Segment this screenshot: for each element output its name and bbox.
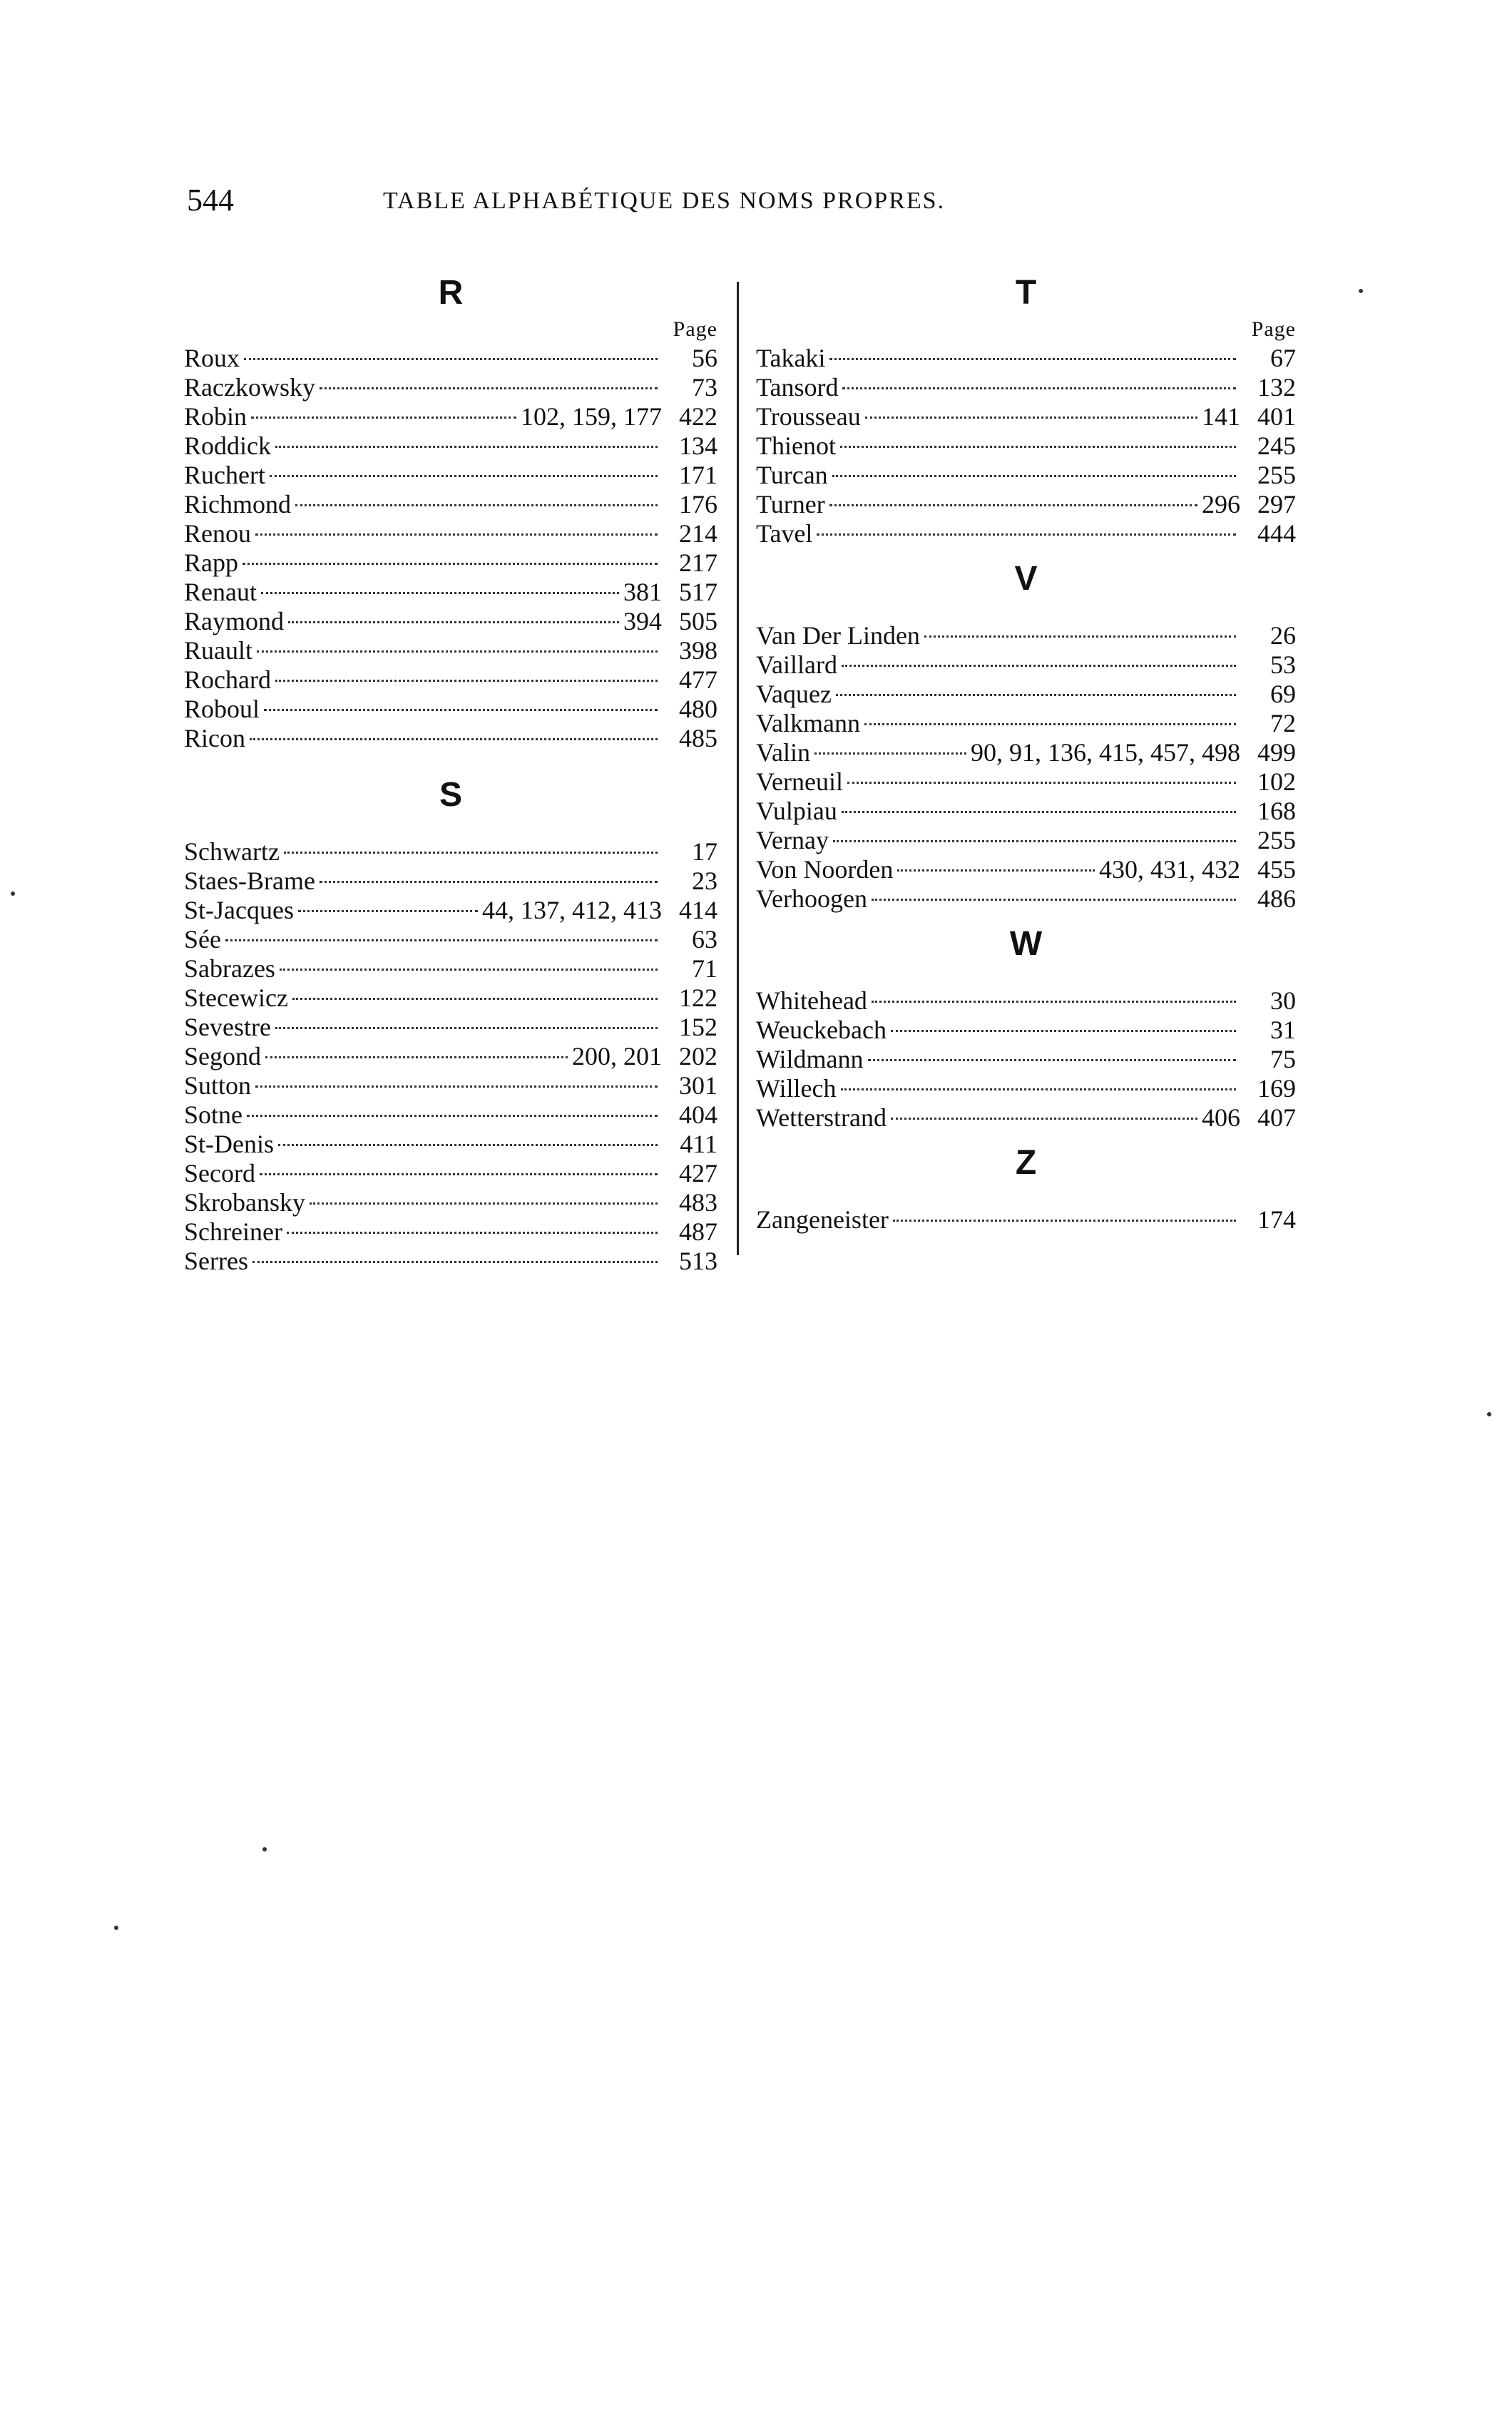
entry-name: Roddick bbox=[184, 431, 271, 460]
index-entry bbox=[184, 461, 717, 490]
entry-page-number: 134 bbox=[679, 431, 717, 460]
dot-leader bbox=[836, 694, 1236, 696]
dot-leader bbox=[840, 446, 1236, 448]
entry-page-number: 17 bbox=[692, 837, 717, 866]
entry-page-number: 202 bbox=[679, 1042, 717, 1071]
entry-name: Segond bbox=[184, 1042, 261, 1071]
index-entry bbox=[184, 983, 717, 1013]
entry-name: Sutton bbox=[184, 1071, 252, 1100]
entry-name: Roux bbox=[184, 344, 240, 372]
entry-page-number: 407 bbox=[1257, 1103, 1296, 1132]
index-entry bbox=[184, 1100, 717, 1130]
dot-leader bbox=[842, 665, 1236, 667]
entry-name: Sotne bbox=[184, 1100, 243, 1129]
dot-leader bbox=[829, 358, 1236, 360]
entry-page-number: 245 bbox=[1257, 431, 1296, 460]
dot-leader bbox=[278, 1144, 658, 1146]
index-entry bbox=[184, 1188, 717, 1217]
entry-name: Sevestre bbox=[184, 1013, 271, 1041]
entry-page-number: 422 bbox=[679, 402, 717, 431]
index-entry bbox=[184, 837, 717, 867]
entry-name: Renaut bbox=[184, 578, 257, 606]
entry-name: Richmond bbox=[184, 490, 291, 518]
dot-leader bbox=[251, 417, 516, 419]
dot-leader bbox=[897, 869, 1095, 872]
entry-page-number: 297 bbox=[1257, 490, 1296, 518]
entry-name: Vernay bbox=[756, 826, 829, 854]
index-entry bbox=[184, 1130, 717, 1159]
index-entry bbox=[756, 738, 1296, 767]
index-entry bbox=[184, 607, 717, 636]
entry-page-refs: 296 bbox=[1202, 490, 1240, 518]
index-entry bbox=[756, 1103, 1296, 1133]
page-column-heading: Page bbox=[1251, 317, 1296, 341]
entry-name: Sabrazes bbox=[184, 954, 275, 983]
entry-page-number: 477 bbox=[679, 665, 717, 694]
entry-name: Van Der Linden bbox=[756, 621, 920, 650]
dot-leader bbox=[284, 852, 658, 854]
dot-leader bbox=[842, 387, 1236, 389]
page-column-heading: Page bbox=[673, 317, 717, 341]
entry-name: Stecewicz bbox=[184, 983, 288, 1012]
entry-page-number: 411 bbox=[680, 1130, 717, 1158]
index-entry bbox=[756, 402, 1296, 431]
entry-page-number: 401 bbox=[1257, 402, 1296, 431]
index-entry bbox=[184, 867, 717, 896]
section-letter: V bbox=[1014, 560, 1038, 598]
entry-name: Vaquez bbox=[756, 680, 832, 708]
dot-leader bbox=[280, 969, 658, 971]
index-column-right bbox=[756, 271, 1296, 1235]
dot-leader bbox=[320, 387, 658, 389]
section-letter: T bbox=[1015, 274, 1037, 312]
entry-page-number: 132 bbox=[1257, 373, 1296, 402]
index-entry bbox=[756, 826, 1296, 855]
entry-page-number: 31 bbox=[1270, 1016, 1296, 1044]
index-column-left bbox=[184, 271, 717, 1276]
dot-leader bbox=[288, 621, 619, 623]
entry-name: Vulpiau bbox=[756, 797, 837, 825]
index-entry bbox=[756, 373, 1296, 402]
dot-leader bbox=[247, 1115, 658, 1117]
entry-page-number: 176 bbox=[679, 490, 717, 518]
index-entry bbox=[184, 1013, 717, 1042]
entry-name: Secord bbox=[184, 1159, 255, 1187]
entry-name: Verneuil bbox=[756, 767, 843, 796]
print-speck bbox=[11, 891, 15, 896]
dot-leader bbox=[250, 738, 658, 740]
page-title: TABLE ALPHABÉTIQUE DES NOMS PROPRES. bbox=[383, 188, 946, 214]
entry-name: Verhoogen bbox=[756, 884, 867, 913]
entry-page-number: 499 bbox=[1257, 738, 1296, 767]
index-entry bbox=[184, 1217, 717, 1247]
dot-leader bbox=[255, 1085, 658, 1088]
entry-page-number: 505 bbox=[679, 607, 717, 635]
index-entry bbox=[184, 925, 717, 954]
dot-leader bbox=[252, 1261, 658, 1263]
index-entry bbox=[184, 636, 717, 665]
dot-leader bbox=[270, 475, 658, 477]
entry-page-number: 30 bbox=[1270, 986, 1296, 1015]
index-entry bbox=[184, 724, 717, 753]
dot-leader bbox=[257, 650, 658, 653]
index-entry bbox=[756, 490, 1296, 519]
index-entry bbox=[756, 855, 1296, 884]
dot-leader bbox=[832, 475, 1236, 477]
dot-leader bbox=[891, 1030, 1236, 1032]
entry-name: Weuckebach bbox=[756, 1016, 887, 1044]
entry-name: Ruchert bbox=[184, 461, 265, 489]
entry-page-number: 414 bbox=[679, 896, 717, 924]
entry-name: Whitehead bbox=[756, 986, 867, 1015]
index-section bbox=[184, 753, 717, 1276]
entry-page-refs: 90, 91, 136, 415, 457, 498 bbox=[971, 738, 1240, 767]
dot-leader bbox=[872, 899, 1236, 901]
entry-page-number: 23 bbox=[692, 867, 717, 895]
index-entry bbox=[184, 490, 717, 519]
entry-name: St-Denis bbox=[184, 1130, 274, 1158]
entry-page-refs: 200, 201 bbox=[572, 1042, 662, 1071]
dot-leader bbox=[841, 1088, 1237, 1090]
entry-page-number: 152 bbox=[679, 1013, 717, 1041]
entry-page-number: 398 bbox=[679, 636, 717, 665]
dot-leader bbox=[292, 998, 658, 1000]
entry-name: Takaki bbox=[756, 344, 826, 372]
entry-name: Roboul bbox=[184, 695, 260, 723]
entry-page-refs: 102, 159, 177 bbox=[521, 402, 662, 431]
entry-name: Tavel bbox=[756, 519, 813, 548]
entry-name: Thienot bbox=[756, 431, 836, 460]
entry-name: Von Noorden bbox=[756, 855, 894, 884]
entry-page-number: 171 bbox=[679, 461, 717, 489]
dot-leader bbox=[310, 1202, 658, 1205]
index-entry bbox=[756, 767, 1296, 797]
entry-name: Raczkowsky bbox=[184, 373, 315, 402]
entry-name: Renou bbox=[184, 519, 251, 548]
index-entry bbox=[756, 709, 1296, 738]
page-header bbox=[187, 182, 1114, 225]
entry-name: Turcan bbox=[756, 461, 828, 489]
entry-page-number: 26 bbox=[1270, 621, 1296, 650]
index-entry bbox=[756, 986, 1296, 1016]
index-entry bbox=[756, 680, 1296, 709]
entry-page-number: 427 bbox=[679, 1159, 717, 1187]
section-letter: Z bbox=[1015, 1144, 1037, 1182]
entry-name: Wildmann bbox=[756, 1045, 864, 1073]
entry-page-number: 444 bbox=[1257, 519, 1296, 548]
index-entry bbox=[184, 578, 717, 607]
entry-name: Schwartz bbox=[184, 837, 280, 866]
dot-leader bbox=[261, 592, 619, 594]
entry-name: Vaillard bbox=[756, 650, 837, 679]
dot-leader bbox=[924, 635, 1236, 638]
dot-leader bbox=[295, 504, 658, 506]
index-entry bbox=[184, 431, 717, 461]
dot-leader bbox=[320, 881, 658, 883]
entry-page-number: 483 bbox=[679, 1188, 717, 1217]
index-entry bbox=[184, 1247, 717, 1276]
index-entry bbox=[184, 695, 717, 724]
entry-page-number: 53 bbox=[1270, 650, 1296, 679]
entry-page-number: 517 bbox=[679, 578, 717, 606]
dot-leader bbox=[817, 533, 1236, 536]
entry-page-number: 122 bbox=[679, 983, 717, 1012]
entry-page-number: 71 bbox=[692, 954, 717, 983]
entry-name: Schreiner bbox=[184, 1217, 282, 1246]
entry-page-number: 513 bbox=[679, 1247, 717, 1275]
entry-page-refs: 44, 137, 412, 413 bbox=[482, 896, 662, 924]
index-entry bbox=[184, 519, 717, 548]
page-number: 544 bbox=[187, 183, 234, 218]
entry-page-number: 67 bbox=[1270, 344, 1296, 372]
dot-leader bbox=[814, 752, 966, 755]
print-speck bbox=[1487, 1412, 1491, 1416]
index-entry bbox=[184, 954, 717, 983]
section-letter: S bbox=[439, 776, 462, 814]
dot-leader bbox=[287, 1232, 658, 1234]
entry-name: Serres bbox=[184, 1247, 248, 1275]
index-entry bbox=[756, 1205, 1296, 1235]
index-entry bbox=[184, 1071, 717, 1100]
entry-page-refs: 381 bbox=[623, 578, 662, 606]
index-entry bbox=[756, 1074, 1296, 1103]
section-letter: W bbox=[1009, 925, 1043, 963]
section-letter: R bbox=[438, 274, 464, 312]
entry-page-number: 255 bbox=[1257, 826, 1296, 854]
index-entry bbox=[756, 344, 1296, 373]
dot-leader bbox=[868, 1059, 1236, 1061]
entry-name: Willech bbox=[756, 1074, 837, 1103]
entry-page-number: 217 bbox=[679, 548, 717, 577]
index-entry bbox=[756, 431, 1296, 461]
index-entry bbox=[756, 461, 1296, 490]
entry-page-number: 255 bbox=[1257, 461, 1296, 489]
dot-leader bbox=[872, 1001, 1236, 1003]
entry-name: St-Jacques bbox=[184, 896, 294, 924]
entry-page-number: 169 bbox=[1257, 1074, 1296, 1103]
dot-leader bbox=[255, 533, 658, 536]
index-section bbox=[756, 548, 1296, 914]
dot-leader bbox=[842, 811, 1236, 813]
index-section bbox=[756, 271, 1296, 548]
entry-name: Valkmann bbox=[756, 709, 860, 737]
dot-leader bbox=[275, 680, 658, 682]
index-entry bbox=[184, 548, 717, 578]
entry-page-number: 485 bbox=[679, 724, 717, 752]
dot-leader bbox=[833, 840, 1236, 842]
index-entry bbox=[756, 621, 1296, 650]
entry-page-number: 73 bbox=[692, 373, 717, 402]
entry-page-number: 102 bbox=[1257, 767, 1296, 796]
dot-leader bbox=[225, 939, 658, 941]
entry-page-number: 486 bbox=[1257, 884, 1296, 913]
entry-page-number: 168 bbox=[1257, 797, 1296, 825]
dot-leader bbox=[242, 563, 658, 565]
entry-name: Zangeneister bbox=[756, 1205, 889, 1234]
entry-page-number: 69 bbox=[1270, 680, 1296, 708]
index-section bbox=[756, 1133, 1296, 1235]
entry-name: Ricon bbox=[184, 724, 245, 752]
dot-leader bbox=[298, 910, 478, 912]
entry-page-number: 56 bbox=[692, 344, 717, 372]
dot-leader bbox=[264, 709, 658, 711]
index-entry bbox=[756, 650, 1296, 680]
entry-page-number: 174 bbox=[1257, 1205, 1296, 1234]
index-entry bbox=[184, 665, 717, 695]
entry-page-number: 75 bbox=[1270, 1045, 1296, 1073]
entry-page-number: 404 bbox=[679, 1100, 717, 1129]
entry-name: Sée bbox=[184, 925, 221, 954]
dot-leader bbox=[265, 1056, 568, 1058]
entry-name: Turner bbox=[756, 490, 825, 518]
entry-page-number: 487 bbox=[679, 1217, 717, 1246]
entry-name: Ruault bbox=[184, 636, 252, 665]
dot-leader bbox=[893, 1220, 1236, 1222]
index-section bbox=[184, 271, 717, 753]
dot-leader bbox=[275, 446, 658, 448]
column-divider bbox=[737, 282, 739, 1255]
entry-name: Raymond bbox=[184, 607, 284, 635]
entry-name: Rapp bbox=[184, 548, 238, 577]
index-entry bbox=[184, 896, 717, 925]
print-speck bbox=[1359, 289, 1363, 293]
index-entry bbox=[184, 402, 717, 431]
dot-leader bbox=[829, 504, 1197, 506]
dot-leader bbox=[891, 1118, 1197, 1120]
index-section bbox=[756, 914, 1296, 1133]
dot-leader bbox=[244, 358, 658, 360]
index-entry bbox=[184, 373, 717, 402]
entry-page-number: 214 bbox=[679, 519, 717, 548]
print-speck bbox=[114, 1926, 118, 1930]
entry-name: Rochard bbox=[184, 665, 271, 694]
entry-page-number: 455 bbox=[1257, 855, 1296, 884]
index-entry bbox=[756, 884, 1296, 914]
index-entry bbox=[756, 1016, 1296, 1045]
entry-page-refs: 394 bbox=[623, 607, 662, 635]
index-entry bbox=[756, 1045, 1296, 1074]
index-entry bbox=[184, 1159, 717, 1188]
entry-name: Tansord bbox=[756, 373, 839, 402]
dot-leader bbox=[260, 1173, 658, 1175]
dot-leader bbox=[865, 417, 1197, 419]
entry-page-refs: 141 bbox=[1202, 402, 1240, 431]
print-speck bbox=[262, 1847, 267, 1851]
dot-leader bbox=[847, 782, 1236, 784]
entry-name: Valin bbox=[756, 738, 810, 767]
entry-name: Robin bbox=[184, 402, 247, 431]
index-entry bbox=[184, 1042, 717, 1071]
dot-leader bbox=[864, 723, 1236, 725]
entry-page-refs: 406 bbox=[1202, 1103, 1240, 1132]
entry-name: Skrobansky bbox=[184, 1188, 305, 1217]
entry-name: Staes-Brame bbox=[184, 867, 315, 895]
entry-page-number: 301 bbox=[679, 1071, 717, 1100]
index-entry bbox=[184, 344, 717, 373]
entry-page-refs: 430, 431, 432 bbox=[1099, 855, 1240, 884]
entry-page-number: 63 bbox=[692, 925, 717, 954]
entry-page-number: 480 bbox=[679, 695, 717, 723]
index-entry bbox=[756, 519, 1296, 548]
dot-leader bbox=[275, 1027, 658, 1029]
entry-page-number: 72 bbox=[1270, 709, 1296, 737]
index-entry bbox=[756, 797, 1296, 826]
entry-name: Wetterstrand bbox=[756, 1103, 887, 1132]
entry-name: Trousseau bbox=[756, 402, 861, 431]
